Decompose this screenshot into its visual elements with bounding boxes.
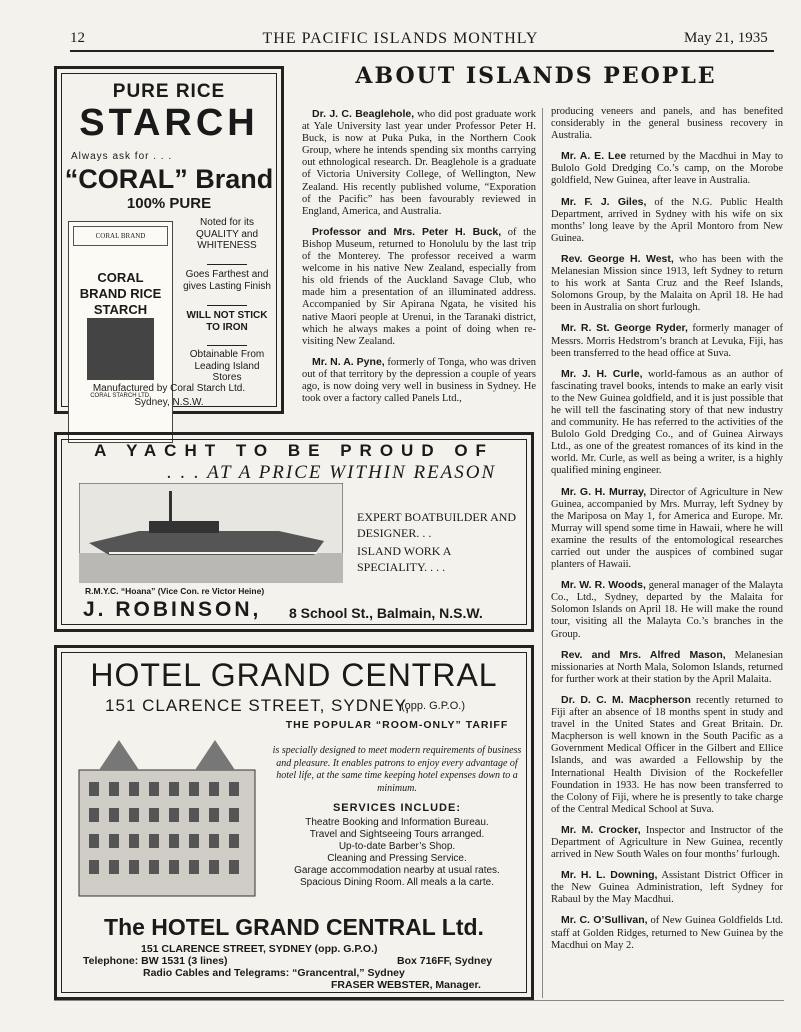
starch-line1: PURE RICE: [112, 81, 226, 102]
starch-claim-quality: Noted for its QUALITY and WHITENESS: [195, 217, 259, 251]
hotel-services-list: [269, 817, 525, 889]
person-name: Professor and Mrs. Peter H. Buck,: [312, 225, 502, 238]
yacht-photo: [79, 483, 343, 583]
starch-pure: 100% PURE: [126, 195, 212, 212]
hotel-tariff-text: is specially designed to meet modern requirements of business and pleasure. It enables patrons to enjoy every advantage of hotel life, at the same time keeping hotel expenses down to a minimum.: [272, 745, 522, 794]
hotel-service-item: Spacious Dining Room. All meals a la carte.: [300, 877, 494, 888]
starch-divider: [207, 345, 247, 346]
footer-rule: [54, 1000, 784, 1001]
header-rule: [70, 50, 774, 52]
hotel-advertisement: [54, 645, 534, 1000]
starch-divider: [207, 264, 247, 265]
yacht-builder-name: J. ROBINSON,: [83, 598, 262, 621]
starch-line3: Always ask for . . .: [71, 151, 173, 162]
starch-city: Sydney, N.S.W.: [134, 397, 204, 408]
hotel-service-item: Cleaning and Pressing Service.: [327, 853, 467, 864]
package-top-label: CORAL BRAND: [73, 226, 168, 246]
person-name: Dr. D. C. M. Macpherson: [561, 693, 691, 706]
package-bottom-label: CORAL STARCH LTD.: [90, 393, 151, 399]
page-number: 12: [70, 30, 85, 46]
person-name: Rev. and Mrs. Alfred Mason,: [561, 648, 726, 661]
paragraph-text: returned by the Macdhui in May to Bulolo Gold Dredging Co.’s camp, on the Morobe goldfield, New Guinea, after leave in Australia.: [551, 151, 783, 187]
article-title: ABOUT ISLANDS PEOPLE: [355, 63, 717, 89]
article-paragraph: [551, 694, 783, 816]
paragraph-text: of New Guinea Goldfields Ltd. staff at Golden Ridges, returned to New Guinea by the Macdhui on May 2.: [551, 915, 783, 951]
hotel-building-illustration: [69, 730, 265, 900]
hotel-service-item: Theatre Booking and Information Bureau.: [305, 817, 489, 828]
hotel-address: 151 CLARENCE STREET, SYDNEY (opp. G.P.O.): [141, 943, 378, 955]
hotel-manager: FRASER WEBSTER, Manager.: [331, 979, 481, 991]
starch-brand: “CORAL” Brand: [64, 164, 274, 194]
hotel-box: Box 716FF, Sydney: [397, 955, 493, 967]
yacht-headline: A YACHT TO BE PROUD OF: [94, 441, 494, 460]
article-paragraph: [551, 914, 783, 951]
person-name: Mr. A. E. Lee: [561, 150, 627, 163]
paragraph-text: general manager of the Malayta Co., Ltd., Sydney, departed by the Malaita for Solomon Islands on April 18. He will make the round tour, visiting all the Malayta Co.’s branches in the Group.: [551, 580, 783, 640]
article-paragraph: [302, 108, 536, 218]
hotel-tariff-title: THE POPULAR “ROOM-ONLY” TARIFF: [285, 719, 509, 731]
person-name: Dr. J. C. Beaglehole,: [312, 108, 415, 120]
hotel-opp: (opp. G.P.O.): [401, 700, 465, 712]
hotel-service-item: Travel and Sightseeing Tours arranged.: [309, 829, 485, 840]
issue-date: May 21, 1935: [684, 30, 768, 46]
hotel-service-item: Garage accommodation nearby at usual rates.: [294, 865, 500, 876]
paragraph-text: Inspector and Instructor of the Department of Agriculture in New Guinea, recently arrived in New South Wales on four months’ furlough.: [551, 824, 783, 861]
publication-title: THE PACIFIC ISLANDS MONTHLY: [262, 30, 539, 47]
paragraph-text: Assistant District Officer in the New Guinea Administration, left Sydney for Rabaul by the May Macdhui.: [551, 870, 783, 906]
hotel-cables: Radio Cables and Telegrams: “Grancentral,” Sydney: [143, 967, 405, 979]
hotel-telephone: Telephone: BW 1531 (3 lines): [83, 955, 228, 967]
article-paragraph: [551, 368, 783, 478]
article-paragraph: [551, 322, 783, 359]
person-name: Mr. R. St. George Ryder,: [561, 322, 688, 335]
article-paragraph: [551, 196, 783, 245]
person-name: Mr. G. H. Murray,: [561, 485, 647, 498]
starch-maker: Manufactured by Coral Starch Ltd.: [92, 383, 246, 394]
yacht-caption: R.M.Y.C. “Hoana” (Vice Con. re Victor Heine): [85, 586, 265, 596]
starch-package-illustration: [68, 221, 173, 443]
article-paragraph: [551, 106, 783, 142]
paragraph-text: formerly of Tonga, who was driven out of that territory by the depression a couple of years ago, is now doing very well in business in Sydney. He took over a factory called Panels Ltd.,: [302, 356, 536, 405]
starch-line2: STARCH: [79, 102, 259, 144]
person-name: Mr. J. H. Curle,: [561, 367, 643, 380]
package-emblem: [87, 318, 154, 380]
paragraph-text: world-famous as an author of fascinating travel books, intends to make an early visit to the New Guinea goldfield, and it is just possible that he will tell the fascinating story of that new industry and community. He has referred to the activities of the Bulolo Gold Dredging Co., and of Guinea Airways Ltd., as one of the greatest romances of its kind in the world. Mr. Curle, as well as being a writer, is a highly qualified mining engineer.: [551, 368, 783, 477]
starch-claim-iron: WILL NOT STICK TO IRON: [186, 310, 268, 333]
person-name: Mr. H. L. Downing,: [561, 869, 658, 882]
article-paragraph: [302, 356, 536, 405]
starch-claim-stores: Obtainable From Leading Island Stores: [189, 349, 265, 383]
hotel-street: 151 CLARENCE STREET, SYDNEY,: [105, 696, 411, 715]
paragraph-text: of the N.G. Public Health Department, arrived in Sydney with his wife on six months’ long leave by the April Montoro from New Guinea.: [551, 196, 783, 244]
yacht-address: 8 School St., Balmain, N.S.W.: [289, 605, 483, 621]
person-name: Mr. F. J. Giles,: [561, 195, 647, 208]
paragraph-text: recently returned to Fiji after an absence of 18 months spent in study and travel in the United States and Great Britain. Dr. Macpherson is well known in the South Pacific as a Government Medical Officer in the Gilbert and Ellice Islands, and was awarded a Fellowship by the International Health Division of the Rockefeller Foundation in 1933. He has now been transferred to the Colony of Fiji, where he is presently to take charge of the Central Medical School at Suva.: [551, 694, 783, 815]
hotel-name: HOTEL GRAND CENTRAL: [90, 657, 498, 693]
yacht-advertisement: [54, 432, 534, 632]
article-column-1: [302, 108, 536, 420]
article-paragraph: [551, 486, 783, 572]
column-divider: [542, 108, 543, 998]
package-main-label: CORAL BRAND RICE STARCH: [79, 270, 162, 317]
article-column-2: [551, 106, 783, 1000]
starch-claim-finish: Goes Farthest and gives Lasting Finish: [183, 269, 271, 292]
paragraph-text: who has been with the Melanesian Mission since 1913, left Sydney to return to his work at Santa Cruz and the Reef Islands, Solomons Group, by the Malaita on April 18. He had been in Australia on short furlough.: [551, 253, 783, 314]
paragraph-text: of the Bishop Museum, returned to Honolulu by the last trip of the Monterey. The professor received a warm welcome in his native New Zealand, especially from his old friends of the Auckland Savage Club, who made him a presentation of an illuminated address. Accompanied by Sir Apirana Ngata, he visited his native Maori people at Urenui, in the Taranaki district, which he always makes a point of doing when re-visiting New Zealand.: [302, 226, 536, 347]
article-paragraph: [551, 579, 783, 640]
article-paragraph: [302, 226, 536, 348]
person-name: Mr. N. A. Pyne,: [312, 355, 385, 368]
article-paragraph: [551, 869, 783, 906]
hotel-services-title: SERVICES INCLUDE:: [332, 802, 462, 814]
yacht-service-island: ISLAND WORK A SPECIALITY. . . .: [357, 544, 451, 574]
starch-divider: [207, 305, 247, 306]
starch-advertisement: [54, 66, 284, 414]
person-name: Mr. W. R. Woods,: [561, 579, 646, 592]
article-paragraph: [551, 150, 783, 187]
person-name: Mr. C. O’Sullivan,: [561, 914, 648, 927]
person-name: Rev. George H. West,: [561, 252, 674, 265]
paragraph-text: formerly manager of Messrs. Morris Hedstrom’s branch at Levuka, Fiji, has been transferred to the head office at Suva.: [551, 323, 783, 359]
paragraph-text: producing veneers and panels, and has benefited considerably in the general business recovery in Australia.: [551, 106, 783, 142]
hotel-company: The HOTEL GRAND CENTRAL Ltd.: [104, 914, 484, 940]
paragraph-text: who did post graduate work at Yale University last year under Professor Peter H. Buck, is now at Puka Puka, in the Northern Cook Group, where he intends spending six months carrying out ethnological research. Dr. Beaglehole is a graduate of Victoria University College, of Wellington, New Zealand. His recently published volume, “Exporation of the Pacific” has been favourably reviewed in England, America, and Australia.: [302, 109, 536, 217]
article-paragraph: [551, 649, 783, 686]
paragraph-text: Director of Agriculture in New Guinea, accompanied by Mrs. Murray, left Sydney by the Mariposa on May 1, for America and Europe. Mr. Murray will spend some time in Hawaii, where he will examine the results of the entomological researches carried out under the auspices of combined sugar planters of Hawaii.: [551, 486, 783, 571]
article-paragraph: [551, 824, 783, 861]
article-paragraph: [551, 253, 783, 314]
paragraph-text: Melanesian missionaries at North Mala, Solomon Islands, returned for further work at their station by the April Malaita.: [551, 649, 783, 685]
yacht-service-builder: EXPERT BOATBUILDER AND DESIGNER. . .: [357, 510, 517, 540]
hotel-service-item: Up-to-date Barber’s Shop.: [338, 841, 456, 852]
person-name: Mr. M. Crocker,: [561, 823, 641, 836]
yacht-subhead: . . . AT A PRICE WITHIN REASON: [167, 462, 497, 483]
